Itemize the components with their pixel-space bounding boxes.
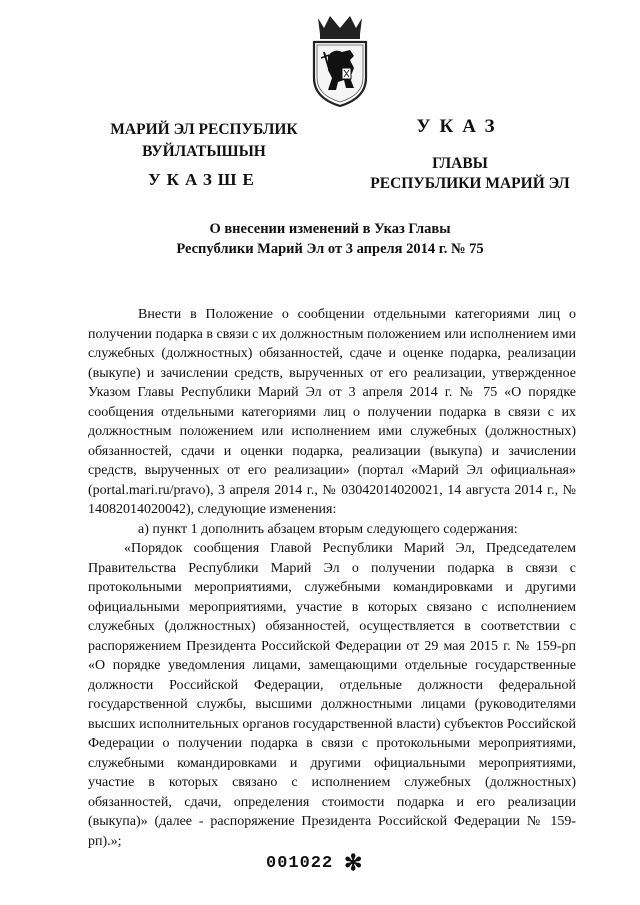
document-title-line2: Республики Марий Эл от 3 апреля 2014 г. № 75	[176, 241, 484, 257]
header-left-line3: УКАЗШЕ	[148, 170, 260, 189]
document-title-line1: О внесении изменений в Указ Главы	[209, 221, 451, 237]
header-left-line2: ВУЙЛАТЫШЫН	[142, 143, 266, 160]
coat-of-arms-icon	[304, 12, 376, 108]
header-right-line1: УКАЗ	[416, 116, 504, 137]
document-body	[88, 305, 576, 851]
body-paragraph-2: а) пункт 1 дополнить абзацем вторым следующего содержания:	[138, 521, 518, 537]
header-left-line1: МАРИЙ ЭЛ РЕСПУБЛИК	[110, 121, 298, 138]
document-number: 001022	[266, 854, 334, 873]
header-right-line3: РЕСПУБЛИКИ МАРИЙ ЭЛ	[370, 175, 570, 192]
body-paragraph-3: «Порядок сообщения Главой Республики Марий Эл, Председателем Правительства Республики Марий Эл о получении подарка в связи с протокольными мероприятиями, служебными командировками и другими официальными мероприятиями, участие в которых связано с исполнением служебных (должностных) обязанностей, осуществляется в соответствии с распоряжением Президента Российской Федерации от 29 мая 2015 г. № 159-рп «О порядке уведомления лицами, замещающими отдельные государственные должности Российской Федерации, отдельные должности федеральной государственной службы, высшими должностными лицами (руководителями высших исполнительных органов государственной власти) субъектов Российской Федерации о получении подарка в связи с протокольными мероприятиями, служебными командировками и другими официальными мероприятиями, участие в которых связано с исполнением служебных (должностных) обязанностей, сдачи, определения стоимости подарка и его реализации (выкупа)» (далее - распоряжение Президента Российской Федерации № 159-рп).»;	[88, 541, 576, 849]
body-paragraph-1: Внести в Положение о сообщении отдельными категориями лиц о получении подарка в связи с их должностным положением или исполнением ими служебных (должностных) обязанностей, сдаче и оценке подарка, реализации (выкупе) и зачислении средств, вырученных от его реализации, утвержденное Указом Главы Республики Марий Эл от 3 апреля 2014 г. № 75 «О порядке сообщения отдельными категориями лиц о получении подарка в связи с их должностным положением или исполнением ими служебных (должностных) обязанностей, сдачи и оценки подарка, реализации (выкупа) и зачислении средств, вырученных от его реализации» (портал «Марий Эл официальная» (portal.mari.ru/pravo), 3 апреля 2014 г., № 03042014020021, 14 августа 2014 г., № 14082014020042), следующие изменения:	[88, 307, 576, 517]
asterisk-mark: ✻	[344, 850, 363, 875]
header-right-line2: ГЛАВЫ	[432, 155, 488, 172]
